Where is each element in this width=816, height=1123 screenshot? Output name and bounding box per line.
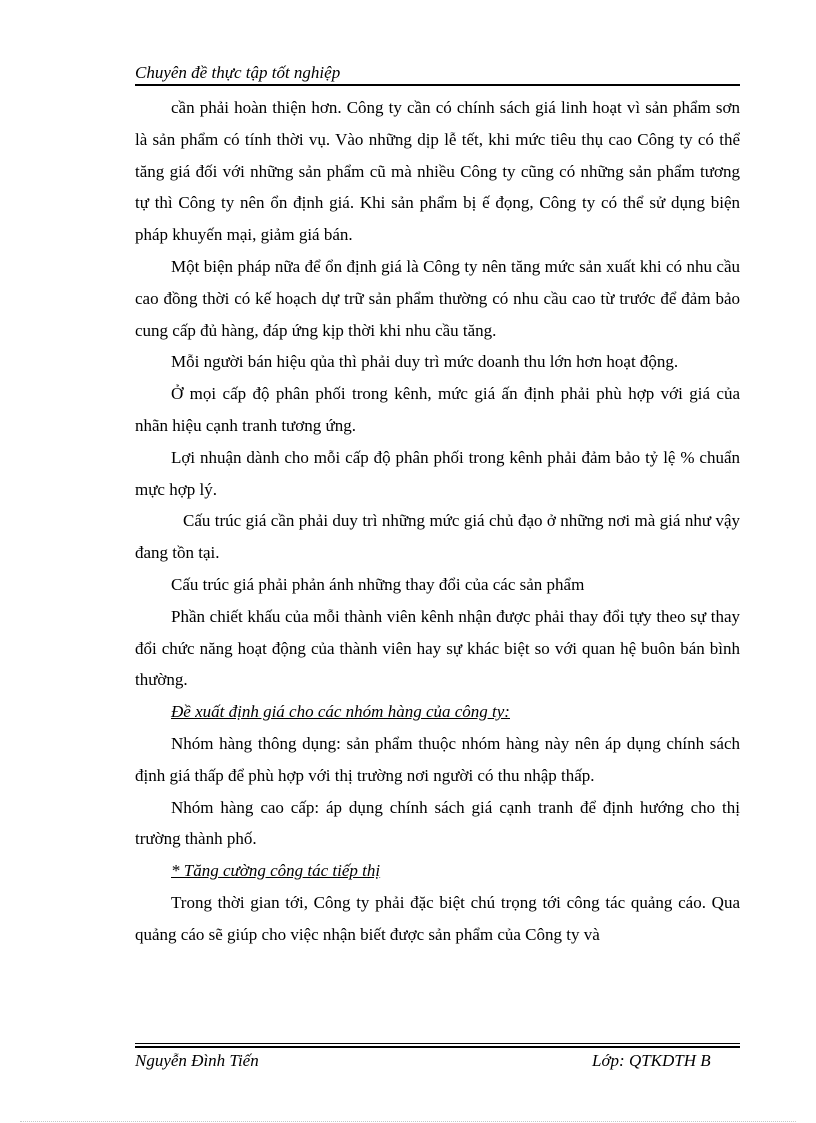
footer-author: Nguyễn Đình Tiến: [135, 1051, 259, 1070]
page-header-title: Chuyên đề thực tập tốt nghiệp: [135, 63, 341, 82]
paragraph-price-structure-reflect: Cấu trúc giá phải phản ánh những thay đổi của các sản phẩm: [171, 574, 585, 594]
footer-rule-thin: [135, 1043, 740, 1044]
section-heading-pricing-proposal: Đề xuất định giá cho các nhóm hàng của công ty:: [171, 702, 510, 722]
document-body: [135, 92, 740, 951]
paragraph-channel-price-level: Ở mọi cấp độ phân phối trong kênh, mức giá ấn định phải phù hợp với giá của nhãn hiệu cạnh tranh tương ứng.: [135, 384, 740, 435]
footer-class: Lớp: QTKDTH B: [592, 1051, 711, 1070]
page-bottom-edge: [20, 1121, 796, 1122]
paragraph-advertising: Trong thời gian tới, Công ty phải đặc biệt chú trọng tới công tác quảng cáo. Qua quảng cáo sẽ giúp cho việc nhận biết được sản phẩm của Công ty và: [135, 892, 740, 944]
paragraph-seller-efficiency: Mỗi người bán hiệu qủa thì phải duy trì mức doanh thu lớn hơn hoạt động.: [171, 352, 679, 372]
paragraph-continuation: cần phải hoàn thiện hơn. Công ty cần có chính sách giá linh hoạt vì sản phẩm sơn là sản phẩm có tính thời vụ. Vào những dịp lễ tết, khi mức tiêu thụ cao Công ty có thể tăng giá đối với những sản phẩm cũ mà nhiều Công ty cũng có những sản phẩm tương tự thì Công ty nên ổn định giá. Khi sản phẩm bị ế đọng, Công ty có thể sử dụng biện pháp khuyến mại, giảm giá bán.: [135, 98, 740, 245]
section-heading-marketing: * Tăng cường công tác tiếp thị: [171, 861, 381, 881]
paragraph-price-structure-maintain: Cấu trúc giá cần phải duy trì những mức giá chủ đạo ở những nơi mà giá như vậy đang tồn tại.: [135, 511, 740, 563]
paragraph-premium-goods: Nhóm hàng cao cấp: áp dụng chính sách giá cạnh tranh để định hướng cho thị trường thành phố.: [135, 797, 740, 849]
paragraph-common-goods: Nhóm hàng thông dụng: sản phẩm thuộc nhóm hàng này nên áp dụng chính sách định giá thấp để phù hợp với thị trường nơi người có thu nhập thấp.: [135, 733, 740, 785]
header-rule: [135, 84, 740, 86]
paragraph-discount: Phần chiết khấu của mỗi thành viên kênh nhận được phải thay đổi tựy theo sự thay đổi chức năng hoạt động của thành viên hay sự khác biệt so với quan hệ buôn bán bình thường.: [135, 606, 740, 690]
paragraph-price-stabilization: Một biện pháp nữa để ổn định giá là Công ty nên tăng mức sản xuất khi có nhu cầu cao đồng thời có kế hoạch dự trữ sản phẩm thường có nhu cầu cao từ trước để đảm bảo cung cấp đủ hàng, đáp ứng kịp thời khi nhu cầu tăng.: [135, 256, 740, 340]
paragraph-channel-profit: Lợi nhuận dành cho mỗi cấp độ phân phối trong kênh phải đảm bảo tỷ lệ % chuẩn mực hợp lý.: [135, 447, 740, 499]
footer-rule-thick: [135, 1046, 740, 1048]
